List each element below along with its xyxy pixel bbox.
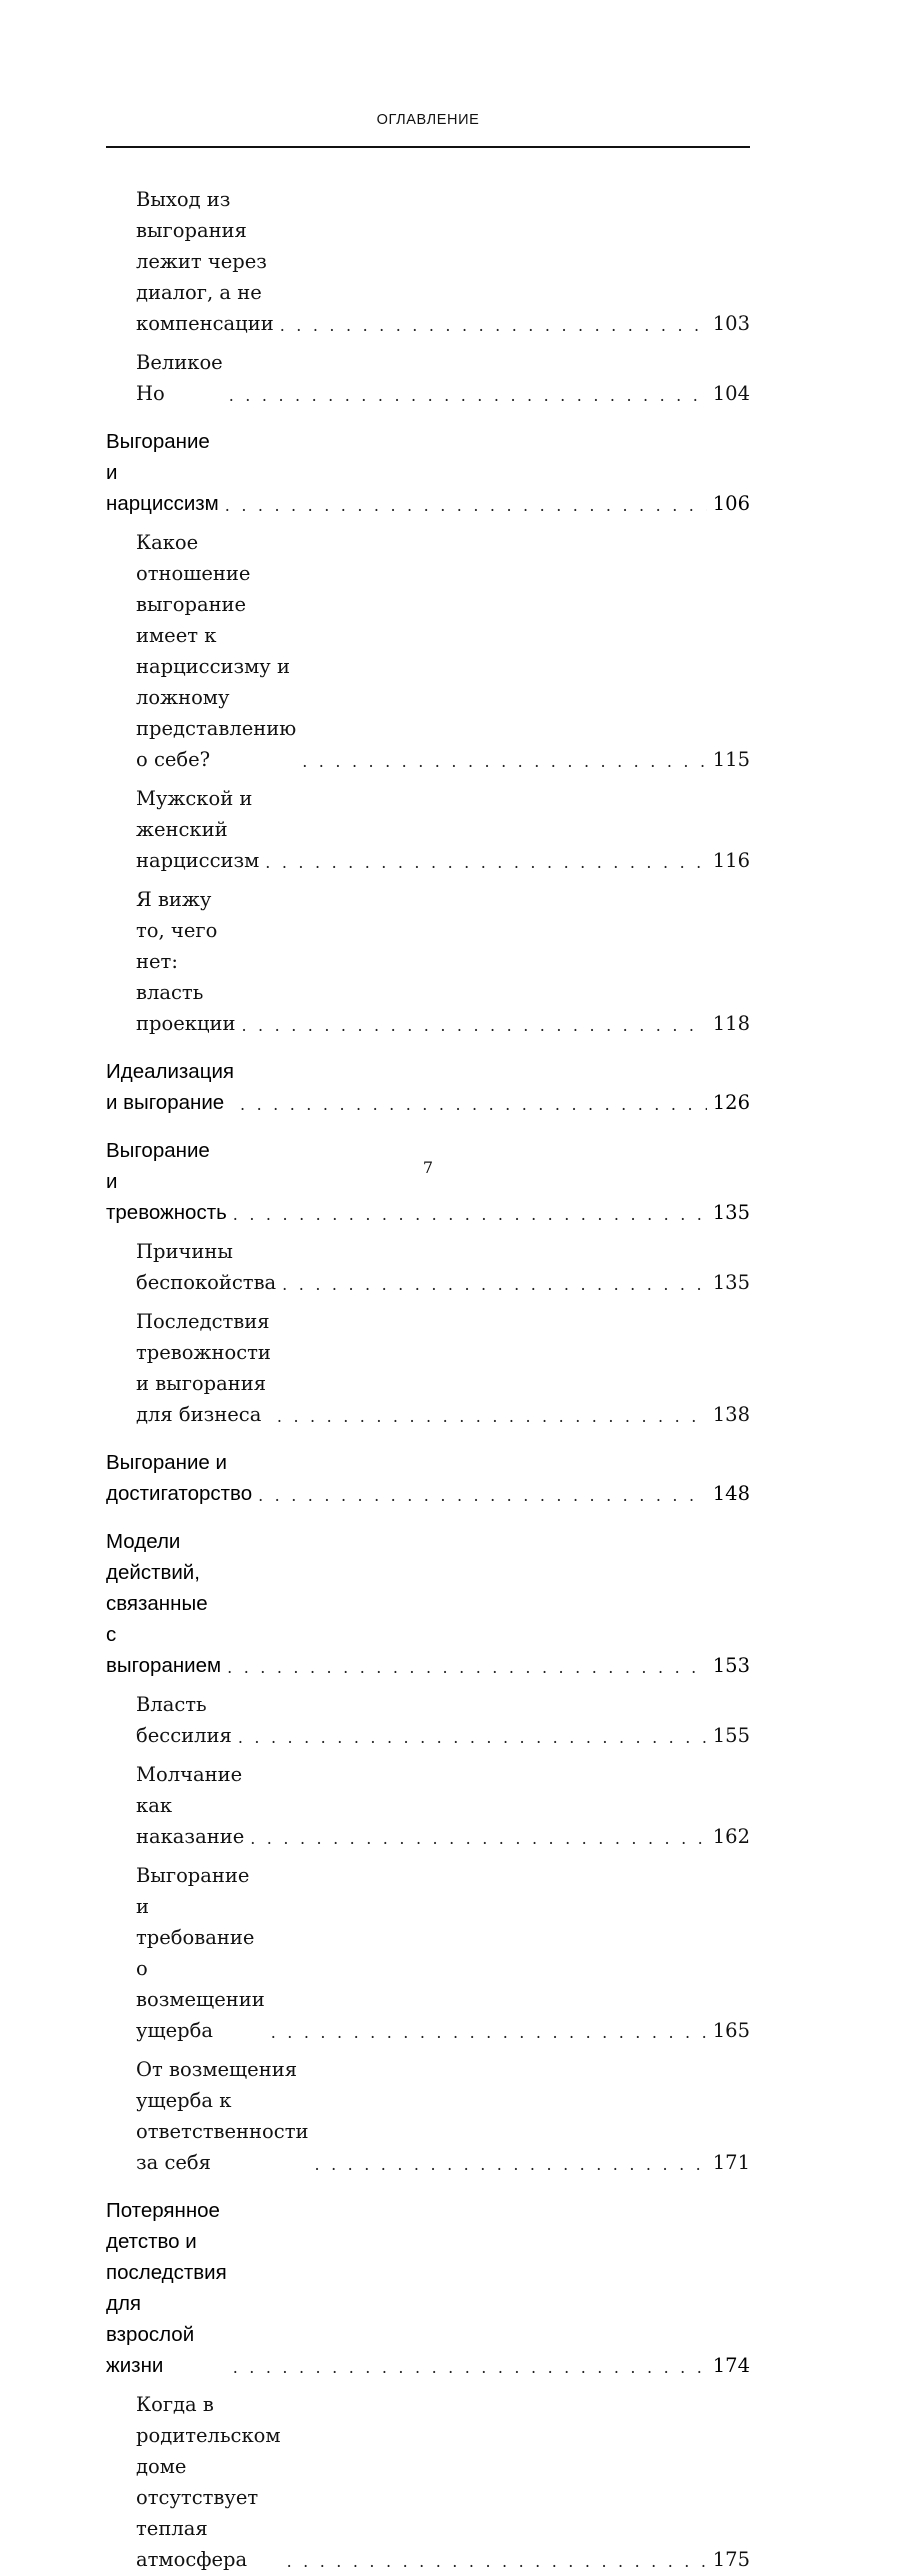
toc-entry — [106, 1236, 750, 1298]
toc-entry-page: 171 — [712, 2151, 750, 2174]
dot-leader — [233, 1202, 707, 1228]
toc-entry — [106, 884, 750, 1039]
dot-leader — [258, 1483, 707, 1509]
toc-entry-title: Выход из выгорания лежит через диалог, а не компенсации — [136, 188, 274, 335]
toc-chapter — [106, 1526, 750, 1681]
toc-entry — [106, 1306, 750, 1430]
toc-chapter-page: 126 — [712, 1091, 750, 1114]
running-header: ОГЛАВЛЕНИЕ — [376, 112, 480, 128]
toc-entry-page: 118 — [712, 1012, 750, 1035]
toc-chapter-title: Модели действий, связанные с выгоранием — [106, 1530, 222, 1677]
dot-leader — [302, 749, 707, 775]
toc-entry-title: Последствия тревожности и выгорания для бизнеса — [136, 1310, 271, 1426]
toc-entry-title: Когда в родительском доме отсутствует теплая атмосфера — [136, 2393, 281, 2571]
toc-chapter-title: Выгорание и нарциссизм — [106, 430, 219, 515]
toc-chapter — [106, 426, 750, 519]
dot-leader — [271, 2020, 707, 2046]
toc-chapter — [106, 1447, 750, 1509]
toc-entry — [106, 2054, 750, 2178]
toc-entry — [106, 184, 750, 339]
dot-leader — [225, 493, 707, 519]
dot-leader — [241, 1013, 706, 1039]
toc-entry — [106, 2389, 750, 2575]
toc-entry — [106, 783, 750, 876]
toc-chapter — [106, 2195, 750, 2381]
toc-entry-page: 155 — [712, 1724, 750, 1747]
toc-entry-page: 135 — [712, 1271, 750, 1294]
toc-entry — [106, 527, 750, 775]
toc-entry-page: 103 — [712, 312, 750, 335]
dot-leader — [265, 850, 706, 876]
toc-entry-title: Выгорание и требование о возмещении ущерба — [136, 1864, 265, 2042]
toc-entry-title: Власть бессилия — [136, 1693, 232, 1747]
toc-entry-title: Я вижу то, чего нет: власть проекции — [136, 888, 236, 1035]
toc-chapter — [106, 1056, 750, 1118]
toc-entry — [106, 347, 750, 409]
toc-chapter-page: 106 — [712, 492, 750, 515]
dot-leader — [280, 313, 707, 339]
dot-leader — [229, 383, 707, 409]
toc-entry — [106, 1759, 750, 1852]
table-of-contents — [106, 184, 750, 2575]
toc-entry-title: Мужской и женский нарциссизм — [136, 787, 260, 872]
dot-leader — [227, 1655, 707, 1681]
toc-entry-title: Молчание как наказание — [136, 1763, 245, 1848]
toc-entry-page: 165 — [712, 2019, 750, 2042]
dot-leader — [315, 2152, 707, 2178]
dot-leader — [277, 1404, 707, 1430]
toc-chapter-title: Выгорание и достигаторство — [106, 1451, 253, 1505]
toc-chapter-page: 135 — [712, 1201, 750, 1224]
toc-entry-title: Великое Но — [136, 351, 223, 405]
toc-entry-page: 175 — [712, 2548, 750, 2571]
header-rule — [106, 146, 750, 148]
toc-entry-page: 104 — [712, 382, 750, 405]
toc-chapter-title: Выгорание и тревожность — [106, 1139, 227, 1224]
toc-entry — [106, 1689, 750, 1751]
toc-chapter-title: Идеализация и выгорание — [106, 1060, 235, 1114]
toc-entry-page: 138 — [712, 1403, 750, 1426]
toc-entry-title: От возмещения ущерба к ответственности за себя — [136, 2058, 309, 2174]
toc-entry-page: 162 — [712, 1825, 750, 1848]
toc-entry-page: 116 — [712, 849, 750, 872]
toc-chapter-title: Потерянное детство и последствия для взрослой жизни — [106, 2199, 227, 2377]
toc-entry-title: Какое отношение выгорание имеет к нарциссизму и ложному представлению о себе? — [136, 531, 297, 771]
page-number: 7 — [422, 1158, 434, 1177]
toc-entry — [106, 1860, 750, 2046]
toc-chapter-page: 148 — [712, 1482, 750, 1505]
toc-chapter-page: 174 — [712, 2354, 750, 2377]
dot-leader — [240, 1092, 707, 1118]
dot-leader — [238, 1725, 707, 1751]
toc-chapter-page: 153 — [712, 1654, 750, 1677]
dot-leader — [250, 1826, 707, 1852]
toc-entry-title: Причины беспокойства — [136, 1240, 277, 1294]
toc-chapter — [106, 1135, 750, 1228]
dot-leader — [282, 1272, 707, 1298]
dot-leader — [287, 2549, 707, 2575]
dot-leader — [233, 2355, 707, 2381]
toc-entry-page: 115 — [712, 748, 750, 771]
